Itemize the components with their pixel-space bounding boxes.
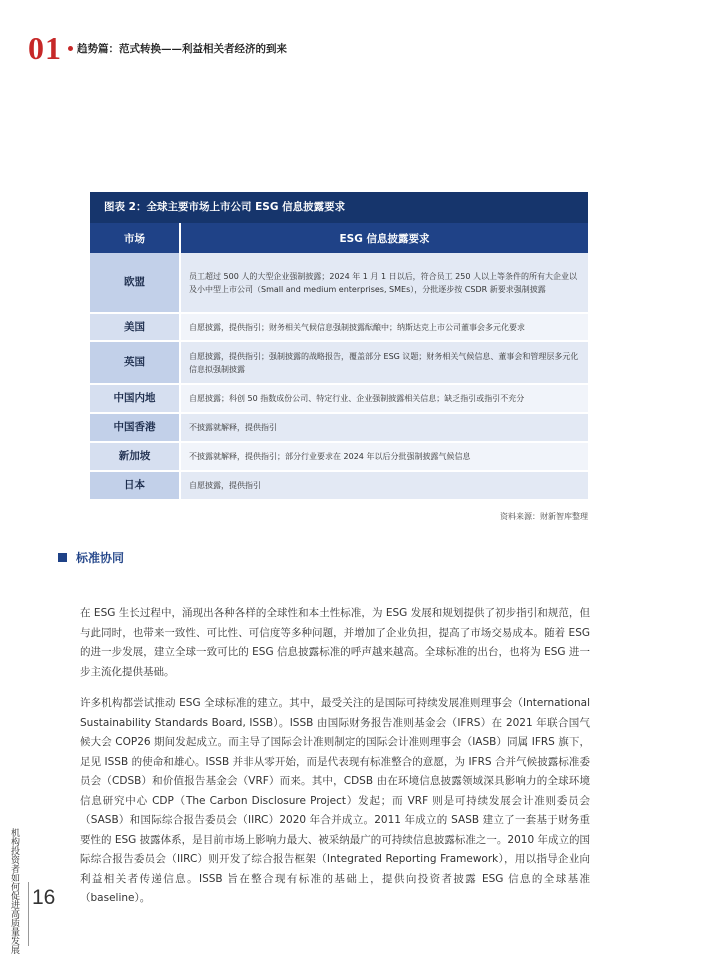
chapter-number: 01 xyxy=(28,30,62,66)
market-cell: 中国内地 xyxy=(90,384,180,413)
table-row xyxy=(90,413,588,442)
paragraph: 在 ESG 生长过程中，涌现出各种各样的全球性和本土性标准，为 ESG 发展和规划提供了初步指引和规范，但与此同时，也带来一致性、可比性、可信度等多种问题，并增加了企业负担，提高了市场交易成本。随着 ESG 的进一步发展，建立全球一致可比的 ESG 信息披露标准的呼声越来越高。全球标准的出台，也将为 ESG 进一步主流化提供基础。 xyxy=(80,607,590,678)
side-bar xyxy=(0,828,26,963)
market-cell: 日本 xyxy=(90,471,180,500)
body-text xyxy=(80,604,590,909)
column-header-requirement: ESG 信息披露要求 xyxy=(180,223,588,253)
disclosure-table xyxy=(90,223,588,501)
page-number: 16 xyxy=(32,886,56,909)
requirement-cell: 不披露就解释，提供指引 xyxy=(180,413,588,442)
table-row xyxy=(90,384,588,413)
chapter-title: 趋势篇：范式转换——利益相关者经济的到来 xyxy=(77,42,287,55)
requirement-cell: 自愿披露，提供指引；强制披露的战略报告，覆盖部分 ESG 议题；财务相关气候信息、董事会和管理层多元化信息拟强制披露 xyxy=(180,341,588,384)
bullet-dot-icon xyxy=(68,46,73,51)
disclosure-table-figure xyxy=(90,192,588,522)
table-row xyxy=(90,313,588,341)
market-cell: 欧盟 xyxy=(90,253,180,313)
side-divider xyxy=(28,882,29,946)
requirement-cell: 自愿披露，提供指引；财务相关气候信息强制披露酝酿中；纳斯达克上市公司董事会多元化要求 xyxy=(180,313,588,341)
section-heading xyxy=(58,549,124,566)
square-bullet-icon xyxy=(58,553,67,562)
table-row xyxy=(90,253,588,313)
table-row xyxy=(90,442,588,471)
source-note: 资料来源：财新智库整理 xyxy=(500,512,588,521)
table-header-row xyxy=(90,223,588,253)
market-cell: 新加坡 xyxy=(90,442,180,471)
paragraph: 许多机构都尝试推动 ESG 全球标准的建立。其中，最受关注的是国际可持续发展准则理事会（International Sustainability Standards Board, ISSB）。ISSB 由国际财务报告准则基金会（IFRS）在 2021 年联合国气候大会 COP26 期间发起成立。而主导了国际会计准则制定的国际会计准则理事会（IASB）同属 IFRS 旗下，足见 ISSB 的使命和雄心。ISSB 并非从零开始，而是代表现有标准整合的意愿，为 IFRS 合并气候披露标准委员会（CDSB）和价值报告基金会（VRF）而来。其中，CDSB 由在环境信息披露领域深具影响力的全球环境信息研究中心 CDP（The Carbon Disclosure Project）发起；而 VRF 则是可持续发展会计准则委员会（SASB）和国际综合报告委员会（IIRC）2020 年合并成立。2011 年成立的 SASB 建立了一套基于财务重要性的 ESG 披露体系，是目前市场上影响力最大、被采纳最广的可持续信息披露标准之一。2010 年成立的国际综合报告委员会（IIRC）则开发了综合报告框架（Integrated Reporting Framework），用以指导企业向利益相关者传递信息。ISSB 旨在整合现有标准的基础上，提供向投资者披露 ESG 信息的全球基准（baseline）。 xyxy=(80,697,590,904)
section-title: 标准协同 xyxy=(76,551,125,565)
market-cell: 英国 xyxy=(90,341,180,384)
table-row xyxy=(90,341,588,384)
market-cell: 美国 xyxy=(90,313,180,341)
requirement-cell: 员工超过 500 人的大型企业强制披露；2024 年 1 月 1 日以后，符合员工 250 人以上等条件的所有大企业以及小中型上市公司（Small and medium enterprises, SMEs），分批逐步按 CSDR 新要求强制披露 xyxy=(180,253,588,313)
column-header-market: 市场 xyxy=(90,223,180,253)
requirement-cell: 自愿披露；科创 50 指数成份公司、特定行业、企业强制披露相关信息；缺乏指引或指引不充分 xyxy=(180,384,588,413)
market-cell: 中国香港 xyxy=(90,413,180,442)
chapter-header xyxy=(28,30,287,66)
figure-title: 图表 2：全球主要市场上市公司 ESG 信息披露要求 xyxy=(90,192,588,223)
table-row xyxy=(90,471,588,500)
vertical-book-title: 机构投资者如何促进高质量发展 xyxy=(9,828,19,954)
requirement-cell: 不披露就解释，提供指引；部分行业要求在 2024 年以后分批强制披露气候信息 xyxy=(180,442,588,471)
requirement-cell: 自愿披露，提供指引 xyxy=(180,471,588,500)
